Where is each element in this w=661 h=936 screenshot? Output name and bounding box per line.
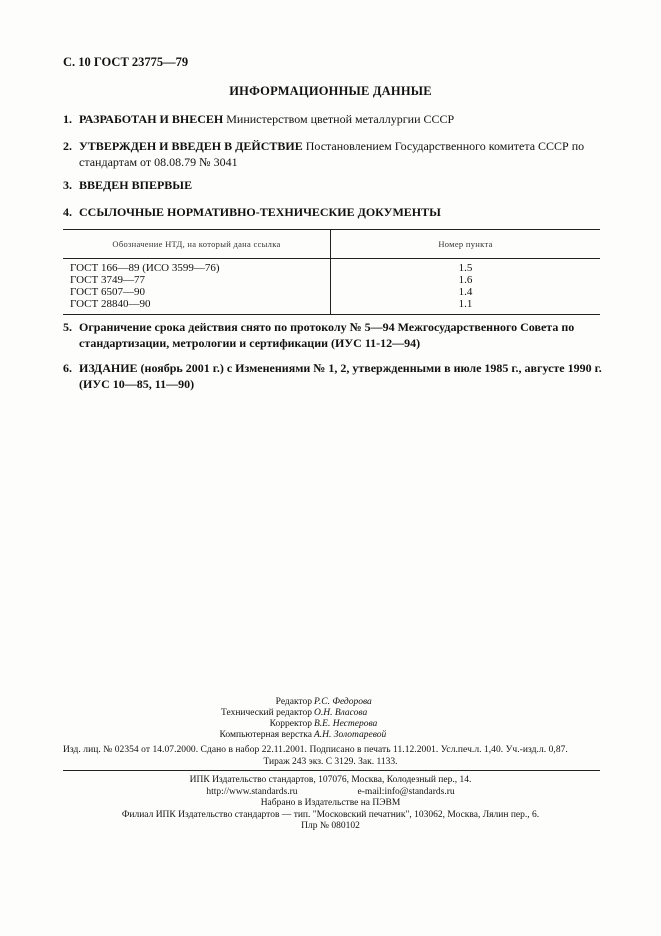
contact-line xyxy=(0,787,661,799)
page-title: ИНФОРМАЦИОННЫЕ ДАННЫЕ xyxy=(229,84,432,98)
ref-clause: 1.4 xyxy=(458,286,473,298)
ref-doc: ГОСТ 3749—77 xyxy=(63,274,331,286)
staff-role: Технический редактор xyxy=(221,708,312,718)
staff-row-layout xyxy=(0,730,661,741)
item-number: 3. xyxy=(63,178,72,192)
item-lead: ВВЕДЕН ВПЕРВЫЕ xyxy=(79,178,193,192)
table-header-row xyxy=(63,230,600,259)
staff-row-tech-editor xyxy=(0,708,661,719)
item-lead: ССЫЛОЧНЫЕ НОРМАТИВНО-ТЕХНИЧЕСКИЕ ДОКУМЕНТЫ xyxy=(79,205,441,219)
staff-person: В.Е. Нестерова xyxy=(314,719,378,729)
staff-person: А.Н. Золотаревой xyxy=(314,730,387,740)
ref-doc: ГОСТ 166—89 (ИСО 3599—76) xyxy=(63,259,331,275)
staff-row-proofreader xyxy=(0,719,661,730)
item-text: (ноябрь 2001 г.) с Изменениями № 1, 2, утвержденными в июле 1985 г., августе 1990 г. (ИУС 10—85, 11—90) xyxy=(79,361,602,391)
item-number: 5. xyxy=(63,320,72,334)
ref-clause: 1.1 xyxy=(458,298,473,310)
ref-clause: 1.5 xyxy=(458,262,473,274)
staff-role: Компьютерная верстка xyxy=(219,730,312,740)
page-header: С. 10 ГОСТ 23775—79 xyxy=(63,55,189,69)
typeset-note: Набрано в Издательстве на ПЭВМ xyxy=(260,798,401,808)
table-row xyxy=(63,274,600,286)
divider xyxy=(63,770,600,771)
table-row xyxy=(63,298,600,315)
col-header-clause: Номер пункта xyxy=(331,230,601,259)
references-table xyxy=(63,229,600,315)
info-item-6 xyxy=(63,360,603,392)
item-lead: РАЗРАБОТАН И ВНЕСЕН xyxy=(79,112,224,126)
table-row xyxy=(63,259,600,275)
info-item-5 xyxy=(63,319,603,351)
print-run-details: Тираж 243 экз. С 3129. Зак. 1133. xyxy=(263,757,398,767)
info-item-2 xyxy=(63,138,603,170)
publication-details: Изд. лиц. № 02354 от 14.07.2000. Сдано в набор 22.11.2001. Подписано в печать 11.12.2001. Усл.печ.л. 1,40. Уч.-изд.л. 0,87. xyxy=(63,745,568,755)
item-number: 1. xyxy=(63,112,72,126)
editorial-staff xyxy=(0,697,661,741)
item-text: Ограничение срока действия снято по протоколу № 5—94 Межгосударственного Совета по стандартизации, метрологии и сертификации (ИУС 11-12—94) xyxy=(79,320,575,350)
staff-person: Р.С. Федорова xyxy=(314,697,372,707)
col-header-document: Обозначение НТД, на который дана ссылка xyxy=(63,230,331,259)
plr-number: Плр № 080102 xyxy=(301,821,360,831)
staff-person: О.Н. Власова xyxy=(314,708,368,718)
ref-doc: ГОСТ 28840—90 xyxy=(63,298,331,315)
staff-role: Редактор xyxy=(275,697,312,707)
branch-address: Филиал ИПК Издательство стандартов — тип. "Московский печатник", 103062, Москва, Лялин пер., 6. xyxy=(121,809,540,820)
item-text: Постановлением Государственного комитета СССР по стандартам от 08.08.79 № 3041 xyxy=(79,139,585,169)
item-number: 6. xyxy=(63,361,72,375)
ref-doc: ГОСТ 6507—90 xyxy=(63,286,331,298)
item-number: 2. xyxy=(63,139,72,153)
info-item-4 xyxy=(63,204,603,220)
website-link[interactable]: http://www.standards.ru xyxy=(206,786,298,797)
info-item-1 xyxy=(63,111,603,127)
item-text: Министерством цветной металлургии СССР xyxy=(226,112,455,126)
item-number: 4. xyxy=(63,205,72,219)
staff-row-editor xyxy=(0,697,661,708)
info-item-3 xyxy=(63,177,603,193)
publisher-address: ИПК Издательство стандартов, 107076, Москва, Колодезный пер., 14. xyxy=(189,775,472,785)
item-lead: ИЗДАНИЕ xyxy=(79,361,138,375)
staff-role: Корректор xyxy=(269,719,312,729)
ref-clause: 1.6 xyxy=(458,274,473,286)
item-lead: УТВЕРЖДЕН И ВВЕДЕН В ДЕЙСТВИЕ xyxy=(79,139,303,153)
email-link[interactable]: e-mail:info@standards.ru xyxy=(357,786,455,797)
table-row xyxy=(63,286,600,298)
imprint xyxy=(0,775,661,833)
